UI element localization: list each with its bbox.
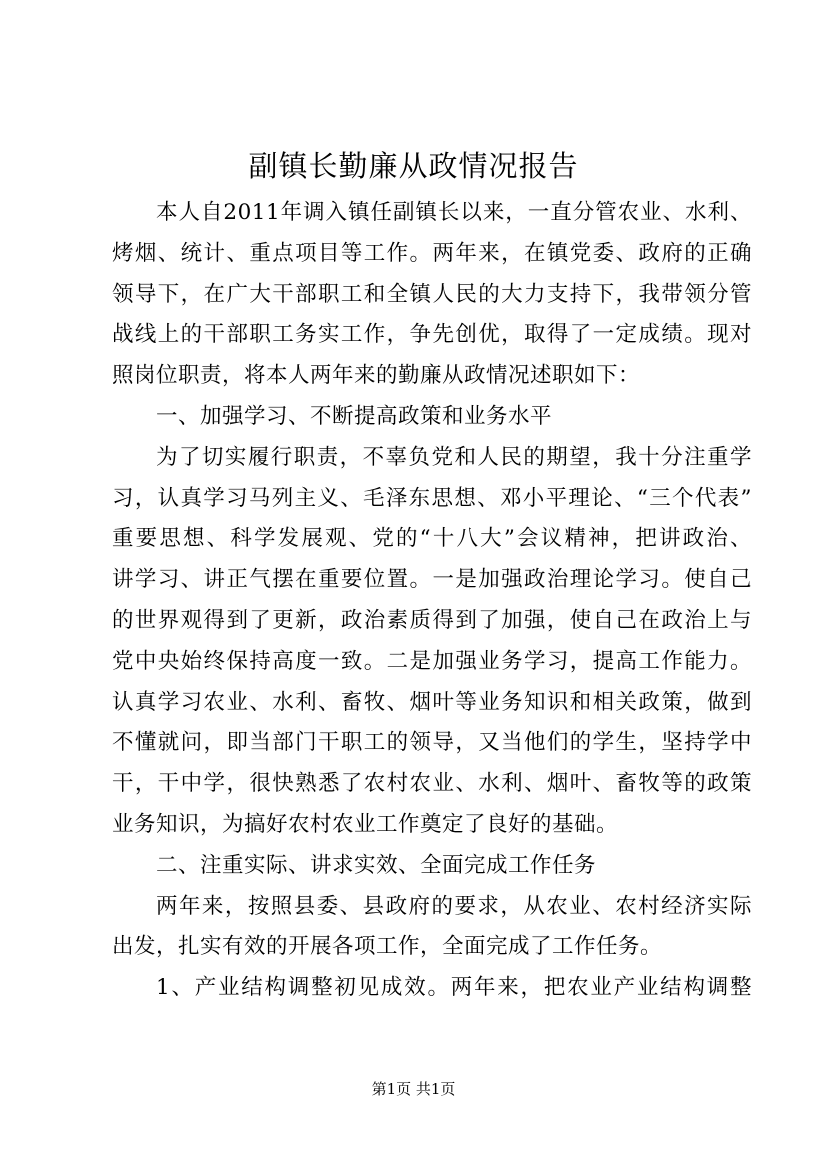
text-line: 认真学习农业、水利、畜牧、烟叶等业务知识和相关政策，做到: [112, 689, 752, 715]
text-line: 党中央始终保持高度一致。二是加强业务学习，提高工作能力。: [112, 648, 752, 674]
text-line: 1、产业结构调整初见成效。两年来，把农业产业结构调整: [156, 975, 752, 1001]
text-line: 出发，扎实有效的开展各项工作，全面完成了工作任务。: [112, 934, 663, 960]
text-line: 为了切实履行职责，不辜负党和人民的期望，我十分注重学: [156, 444, 752, 470]
section-heading: 一、加强学习、不断提高政策和业务水平: [156, 403, 553, 429]
document-body: [112, 193, 752, 1009]
text-line: 的世界观得到了更新，政治素质得到了加强，使自己在政治上与: [112, 607, 752, 633]
text-line: 习，认真学习马列主义、毛泽东思想、邓小平理论、“三个代表”: [112, 485, 752, 511]
text-line: 干，干中学，很快熟悉了农村农业、水利、烟叶、畜牧等的政策: [112, 771, 752, 797]
document-title: 副镇长勤廉从政情况报告: [248, 149, 579, 183]
text-line: 领导下，在广大干部职工和全镇人民的大力支持下，我带领分管: [112, 281, 752, 307]
text-line: 本人自2011年调入镇任副镇长以来，一直分管农业、水利、: [156, 200, 752, 225]
text-line: 两年来，按照县委、县政府的要求，从农业、农村经济实际: [156, 893, 752, 919]
text-line: 照岗位职责，将本人两年来的勤廉从政情况述职如下：: [112, 363, 641, 389]
text-line: 业务知识，为搞好农村农业工作奠定了良好的基础。: [112, 811, 619, 837]
text-line: 重要思想、科学发展观、党的“十八大”会议精神，把讲政治、: [112, 526, 752, 552]
text-line: 不懂就问，即当部门干职工的领导，又当他们的学生，坚持学中: [112, 730, 752, 756]
section-heading: 二、注重实际、讲求实效、全面完成工作任务: [156, 852, 597, 878]
text-line: 烤烟、统计、重点项目等工作。两年来，在镇党委、政府的正确: [112, 240, 752, 266]
page-footer: 第1页 共1页: [371, 1080, 456, 1098]
text-line: 讲学习、讲正气摆在重要位置。一是加强政治理论学习。使自己: [112, 567, 752, 593]
text-line: 战线上的干部职工务实工作，争先创优，取得了一定成绩。现对: [112, 322, 752, 348]
